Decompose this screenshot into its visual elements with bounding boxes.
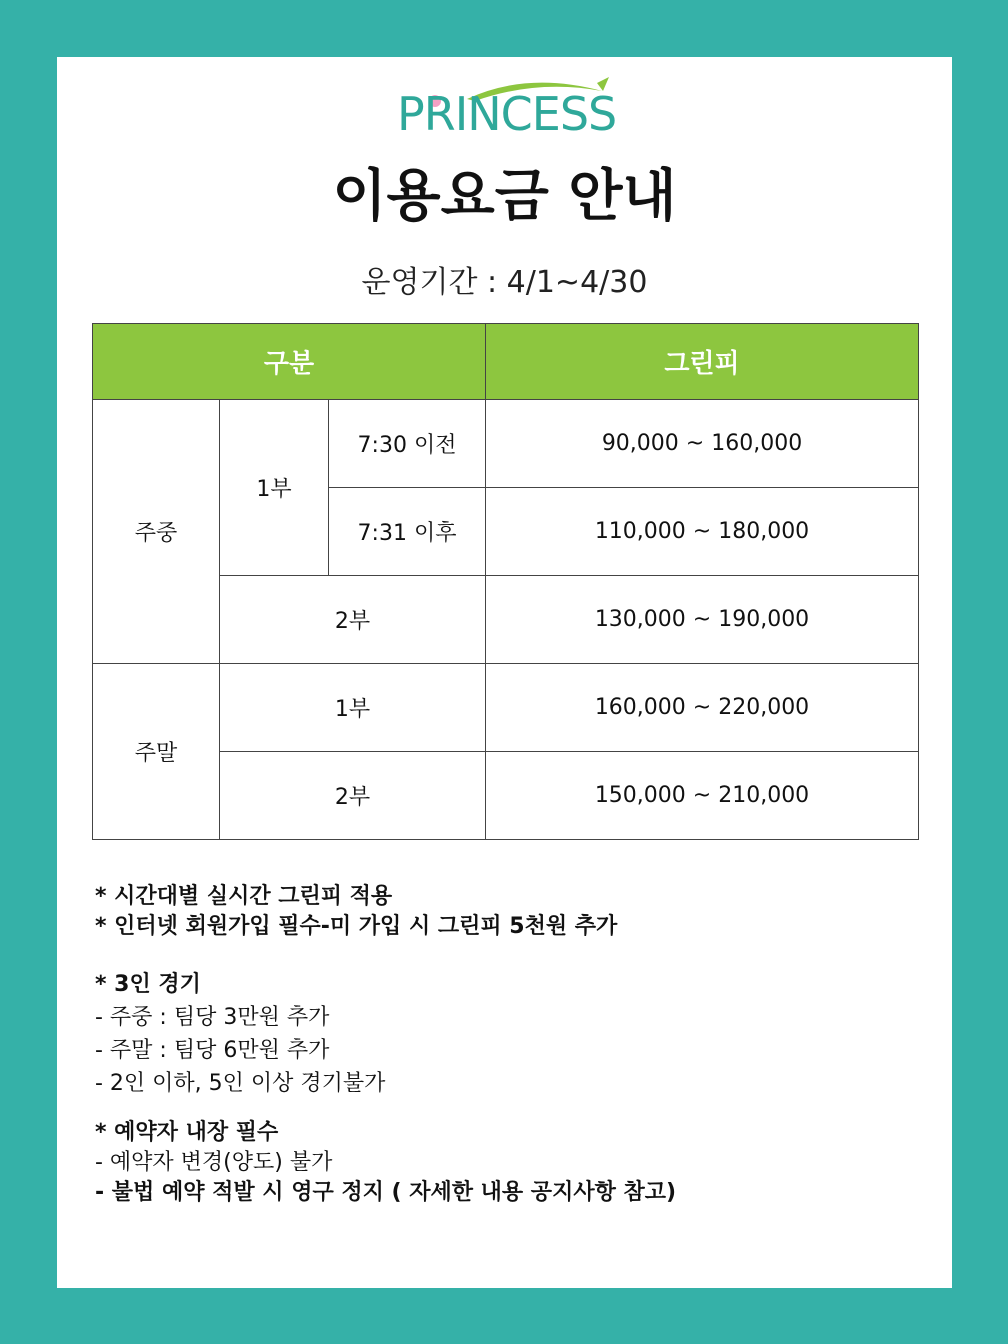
weekday-part1-after-time: 7:31 이후 [329, 488, 486, 576]
notice-sheet [57, 57, 952, 1288]
weekday-part1-label: 1부 [220, 400, 329, 576]
note-three-player-limit: - 2인 이하, 5인 이상 경기불가 [95, 1071, 386, 1096]
note-membership: * 인터넷 회원가입 필수-미 가입 시 그린피 5천원 추가 [95, 914, 618, 939]
weekend-part2-label: 2부 [220, 752, 486, 840]
princess-logo [397, 69, 617, 141]
green-fee-table [92, 323, 919, 840]
logo-text: PRINCESS [397, 87, 617, 141]
weekday-part1-before-time: 7:30 이전 [329, 400, 486, 488]
note-realtime-fee: * 시간대별 실시간 그린피 적용 [95, 884, 393, 909]
weekday-label: 주중 [93, 400, 220, 664]
table-row [93, 400, 919, 488]
weekend-part1-label: 1부 [220, 664, 486, 752]
note-three-player-weekend: - 주말 : 팀당 6만원 추가 [95, 1038, 330, 1063]
weekend-label: 주말 [93, 664, 220, 840]
note-reservation-title: * 예약자 내장 필수 [95, 1120, 279, 1145]
weekday-part1-before-fee: 90,000 ~ 160,000 [486, 400, 919, 488]
weekend-part2-fee: 150,000 ~ 210,000 [486, 752, 919, 840]
table-header-row [93, 324, 919, 400]
header-green-fee: 그린피 [486, 324, 919, 400]
weekday-part2-fee: 130,000 ~ 190,000 [486, 576, 919, 664]
notes-section [95, 882, 915, 1208]
weekday-part2-label: 2부 [220, 576, 486, 664]
note-three-player-weekday: - 주중 : 팀당 3만원 추가 [95, 1005, 330, 1030]
header-category: 구분 [93, 324, 486, 400]
note-reservation-change: - 예약자 변경(양도) 불가 [95, 1150, 333, 1175]
table-row [93, 664, 919, 752]
weekday-part1-after-fee: 110,000 ~ 180,000 [486, 488, 919, 576]
note-three-player-title: * 3인 경기 [95, 972, 201, 997]
page-title: 이용요금 안내 [332, 164, 677, 229]
note-reservation-illegal: - 불법 예약 적발 시 영구 정지 ( 자세한 내용 공지사항 참고) [95, 1180, 677, 1205]
operating-period: 운영기간 : 4/1~4/30 [361, 265, 648, 300]
weekend-part1-fee: 160,000 ~ 220,000 [486, 664, 919, 752]
